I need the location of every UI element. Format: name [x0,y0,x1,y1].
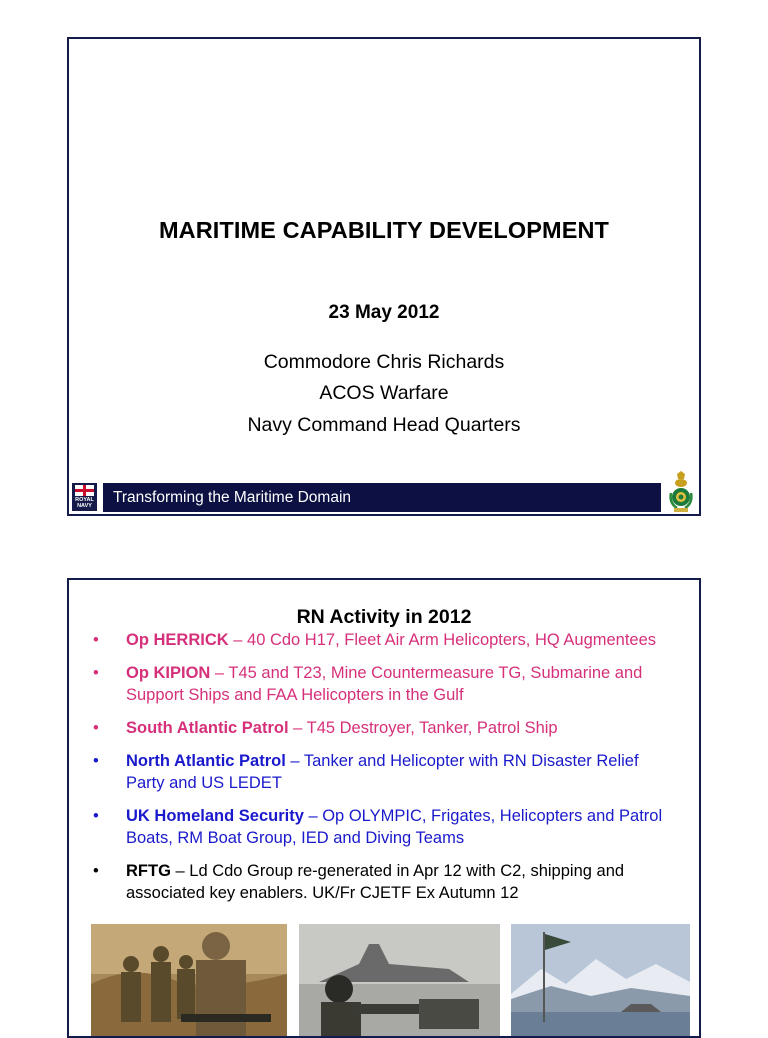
presenter-organization: Navy Command Head Quarters [247,414,521,436]
activity-slide [67,578,701,1038]
ship-gunner-photo [299,924,500,1038]
bullet-uk-homeland-security: • UK Homeland Security – Op OLYMPIC, Frigates, Helicopters and Patrol Boats, RM Boat Group, IED and Diving Teams [93,807,663,847]
presentation-date: 23 May 2012 [328,302,440,323]
bullet-rftg: • RFTG – Ld Cdo Group re-generated in Apr 12 with C2, shipping and associated key enablers. UK/Fr CJETF Ex Autumn 12 [93,862,625,902]
presentation-title: MARITIME CAPABILITY DEVELOPMENT [158,217,610,243]
title-slide [67,37,701,516]
activity-slide-title: RN Activity in 2012 [296,606,472,628]
bullet-south-atlantic-patrol: • South Atlantic Patrol – T45 Destroyer, Tanker, Patrol Ship [93,719,558,737]
royal-navy-logo-icon: ROYAL NAVY [72,483,97,511]
activity-bullet-list [69,629,699,915]
presenter-name: Commodore Chris Richards [263,351,505,373]
footer-tagline: Transforming the Maritime Domain [103,483,661,512]
bullet-north-atlantic-patrol: • North Atlantic Patrol – Tanker and Helicopter with RN Disaster Relief Party and US LEDET [93,752,639,792]
slide-footer [69,479,699,516]
presenter-role: ACOS Warfare [319,382,449,404]
mountains-ship-photo [511,924,690,1038]
royal-marines-crest-icon [667,471,695,513]
soldiers-patrol-photo [91,924,287,1038]
bullet-op-herrick: • Op HERRICK – 40 Cdo H17, Fleet Air Arm Helicopters, HQ Augmentees [93,631,657,649]
bullet-op-kipion: • Op KIPION – T45 and T23, Mine Countermeasure TG, Submarine and Support Ships and FAA Helicopters in the Gulf [93,664,643,704]
